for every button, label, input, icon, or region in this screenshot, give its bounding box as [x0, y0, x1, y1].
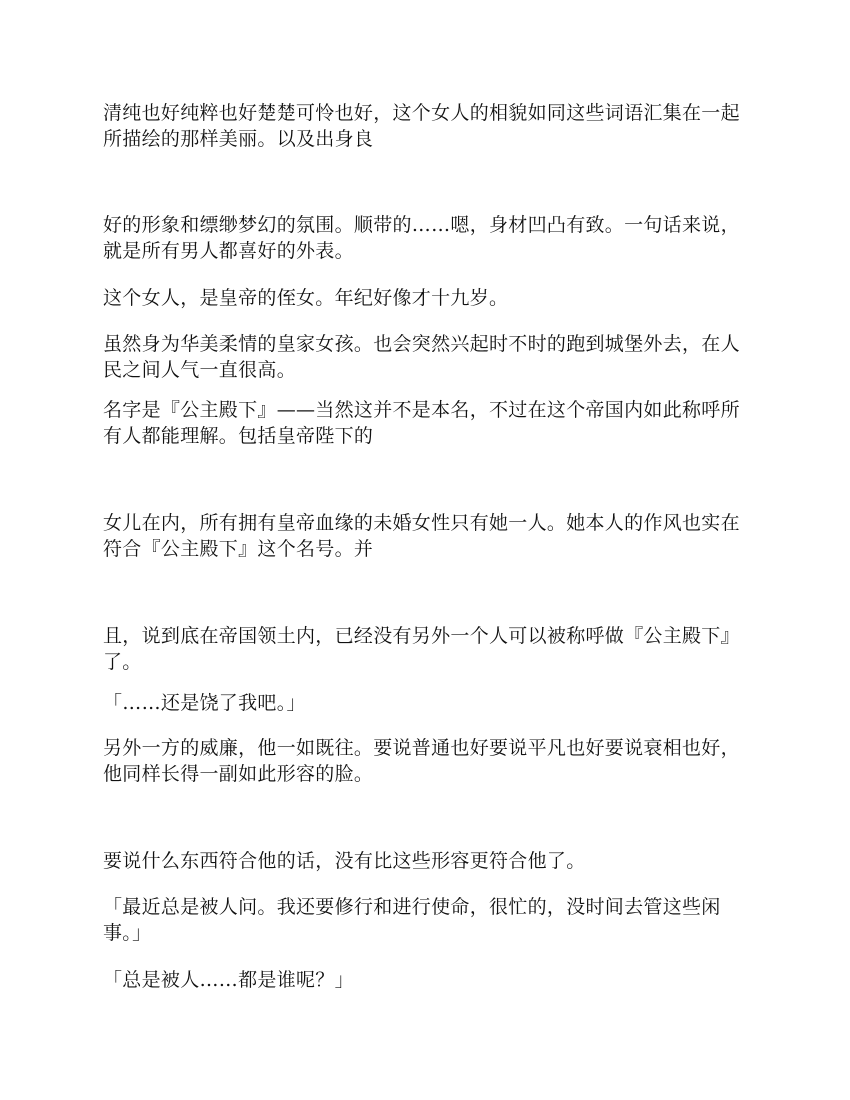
paragraph-2: 好的形象和缥缈梦幻的氛围。顺带的……嗯，身材凹凸有致。一句话来说，就是所有男人都喜好的外表。 — [103, 214, 740, 262]
paragraph-6: 女儿在内，所有拥有皇帝血缘的未婚女性只有她一人。她本人的作风也实在符合『公主殿下』这个名号。并 — [103, 512, 740, 560]
paragraph-1: 清纯也好纯粹也好楚楚可怜也好，这个女人的相貌如同这些词语汇集在一起所描绘的那样美丽。以及出身良 — [103, 102, 740, 150]
paragraph-3: 这个女人，是皇帝的侄女。年纪好像才十九岁。 — [103, 287, 509, 309]
paragraph-11: 「最近总是被人问。我还要修行和进行使命，很忙的，没时间去管这些闲事。」 — [103, 896, 721, 944]
paragraph-9: 另外一方的威廉，他一如既往。要说普通也好要说平凡也好要说衰相也好，他同样长得一副如此形容的脸。 — [103, 737, 740, 785]
paragraph-5: 名字是『公主殿下』——当然这并不是本名，不过在这个帝国内如此称呼所有人都能理解。包括皇帝陛下的 — [103, 399, 740, 447]
paragraph-8: 「……还是饶了我吧。」 — [103, 692, 306, 714]
paragraph-10: 要说什么东西符合他的话，没有比这些形容更符合他了。 — [103, 850, 586, 872]
paragraph-7: 且，说到底在帝国领土内，已经没有另外一个人可以被称呼做『公主殿下』了。 — [103, 625, 740, 673]
paragraph-4: 虽然身为华美柔情的皇家女孩。也会突然兴起时不时的跑到城堡外去，在人民之间人气一直很高。 — [103, 333, 740, 381]
paragraph-12: 「总是被人……都是谁呢？」 — [103, 969, 354, 991]
